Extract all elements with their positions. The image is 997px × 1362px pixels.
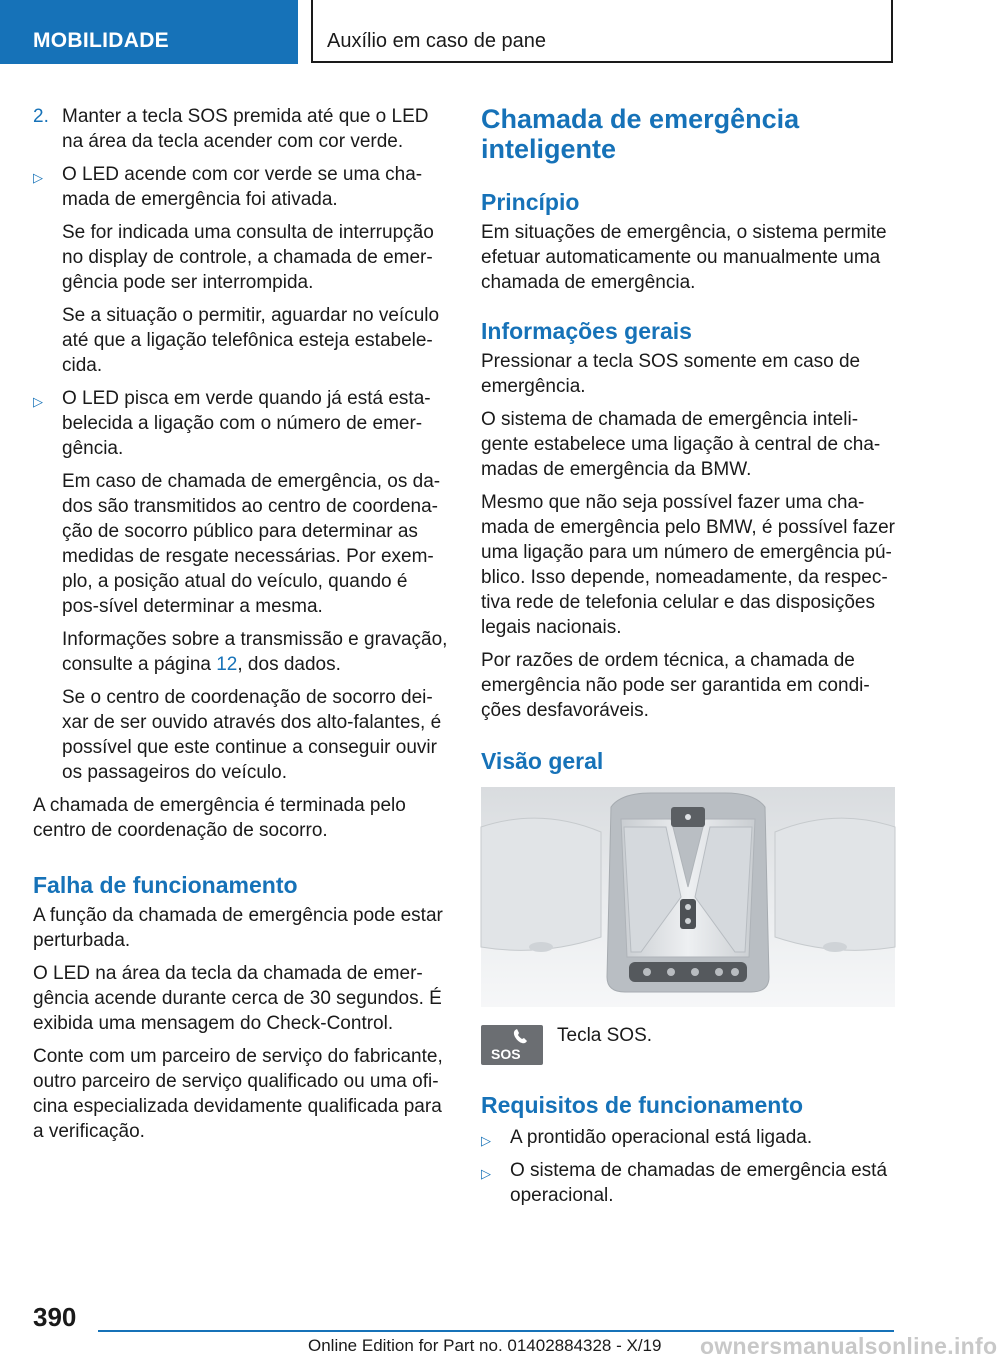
bullet-paragraph: Se a situação o permitir, aguardar no veículo até que a ligação telefônica esteja estabele-cida. — [62, 305, 440, 376]
step-text: Manter a tecla SOS premida até que o LED na área da tecla acender com cor verde. — [62, 106, 429, 152]
step-number: 2. — [33, 106, 49, 127]
general-paragraph: Por razões de ordem técnica, a chamada de emergência não pode ser garantida em condi-ções desfavoráveis. — [481, 650, 870, 721]
requirements-heading: Requisitos de funcionamento — [481, 1092, 804, 1118]
triangle-right-icon: ▷ — [481, 1166, 491, 1181]
triangle-right-icon: ▷ — [33, 394, 43, 409]
bullet-text: O LED acende com cor verde se uma cha-mada de emergência foi ativada. — [62, 164, 423, 210]
text: , dos dados. — [237, 654, 341, 675]
requirement-text: O sistema de chamadas de emergência está operacional. — [510, 1160, 888, 1206]
general-info-heading: Informações gerais — [481, 318, 692, 344]
principle-heading: Princípio — [481, 189, 580, 215]
general-paragraph: Pressionar a tecla SOS somente em caso de emergência. — [481, 351, 861, 397]
triangle-right-icon: ▷ — [33, 170, 43, 185]
overhead-console-image — [481, 787, 895, 1007]
malfunction-heading: Falha de funcionamento — [33, 872, 298, 898]
requirement-item — [481, 1158, 896, 1208]
requirement-item — [481, 1125, 896, 1150]
phone-sos-icon — [481, 1025, 543, 1065]
triangle-right-icon: ▷ — [481, 1133, 491, 1148]
page-section-title: Chamada de emergência inteligente — [481, 104, 800, 164]
right-column — [481, 104, 896, 1208]
malfunction-paragraph: O LED na área da tecla da chamada de emer-gência acende durante cerca de 30 segundos. É exibida uma mensagem do Check-Control. — [33, 963, 442, 1034]
bullet-text: O LED pisca em verde quando já está esta-belecida a ligação com o número de emer-gência. — [62, 388, 431, 459]
principle-paragraph: Em situações de emergência, o sistema permite efetuar automaticamente ou manualmente uma chamada de emergência. — [481, 222, 887, 293]
malfunction-paragraph: Conte com um parceiro de serviço do fabricante, outro parceiro de serviço qualificado ou uma ofi-cina especializada devidamente qualificada para a verificação. — [33, 1046, 443, 1142]
bullet-paragraph: Em caso de chamada de emergência, os da-dos são transmitidos ao centro de coordena-ção de socorro público para determinar as medidas de resgate necessárias. Por exem-plo, a posição atual do veículo, quando é pos-sível determinar a mesma. — [62, 471, 441, 617]
left-column — [33, 104, 448, 1144]
malfunction-paragraph: A função da chamada de emergência pode estar perturbada. — [33, 905, 443, 951]
sos-icon-label: SOS — [491, 1046, 521, 1062]
closing-paragraph: A chamada de emergência é terminada pelo centro de coordenação de socorro. — [33, 795, 406, 841]
text: Informações sobre a transmissão e gravação, consulte a página — [62, 629, 448, 675]
page-number: 390 — [33, 1302, 77, 1332]
page-link[interactable]: 12 — [216, 654, 238, 675]
bullet-paragraph: Se for indicada uma consulta de interrupção no display de controle, a chamada de emer-gência pode ser interrompida. — [62, 222, 434, 293]
step-2 — [33, 104, 448, 154]
section-label: MOBILIDADE — [33, 29, 169, 52]
bullet-paragraph-with-link — [33, 627, 448, 677]
chapter-title: Auxílio em caso de pane — [327, 30, 547, 52]
watermark: ownersmanualsonline.info — [700, 1333, 997, 1359]
bullet-led-green — [33, 162, 448, 212]
sos-caption: Tecla SOS. — [557, 1025, 653, 1046]
overview-heading: Visão geral — [481, 748, 604, 774]
bullet-paragraph: Se o centro de coordenação de socorro dei-xar de ser ouvido através dos alto-falantes, é possível que este continue a conseguir ouvir os passageiros do veículo. — [62, 687, 442, 783]
overhead-console-illustration — [481, 787, 895, 1007]
edition-text: Online Edition for Part no. 01402884328 - X/19 — [308, 1336, 662, 1355]
footer-divider — [98, 1330, 894, 1332]
general-paragraph: Mesmo que não seja possível fazer uma cha-mada de emergência pelo BMW, é possível fazer uma ligação para um número de emergência pú-blico. Isso depende, nomeadamente, da respec-tiva rede de telefonia celular e das disposições legais nacionais. — [481, 492, 895, 638]
section-tab — [0, 0, 298, 64]
chapter-header — [311, 0, 893, 63]
general-paragraph: O sistema de chamada de emergência inteli-gente estabelece uma ligação à central de cha-madas de emergência da BMW. — [481, 409, 881, 480]
bullet-led-blink — [33, 386, 448, 461]
requirement-text: A prontidão operacional está ligada. — [510, 1127, 813, 1148]
sos-legend-row — [481, 1025, 896, 1069]
